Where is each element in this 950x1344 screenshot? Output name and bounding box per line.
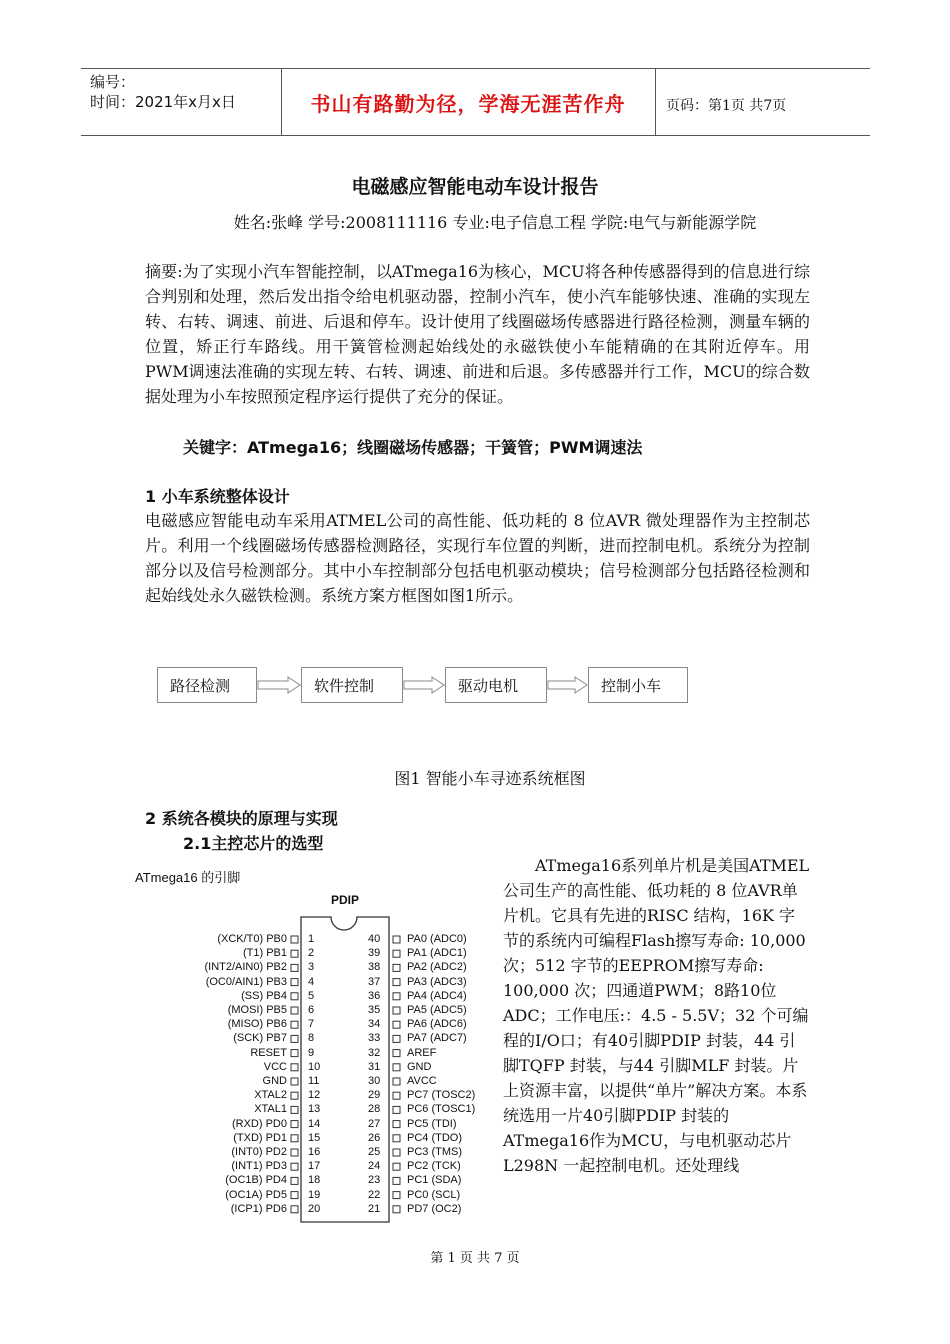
chip-right-pin-pad (393, 964, 400, 971)
chip-right-pin-label: PA0 (ADC0) (407, 933, 467, 945)
chip-right-pin-label: PA3 (ADC3) (407, 975, 467, 988)
chip-left-pin-pad (291, 1106, 298, 1113)
chip-left-pin-number: 6 (308, 1004, 315, 1016)
chip-left-pin-pad (291, 1092, 298, 1099)
chip-left-pin-label: (INT1) PD3 (231, 1160, 287, 1173)
chip-right-pin-pad (393, 993, 400, 1000)
chip-right-pin-label: PD7 (OC2) (407, 1202, 462, 1215)
chip-right-pin-number: 30 (368, 1075, 381, 1087)
chip-right-pin-pad (393, 1206, 400, 1213)
chip-right-pin-pad (393, 1106, 400, 1113)
chip-left-pin-pad (291, 1177, 298, 1184)
chip-right-pin-label: PC1 (SDA) (407, 1174, 462, 1187)
chip-right-pin-pad (393, 1021, 400, 1028)
chip-left-pin-number: 10 (308, 1060, 321, 1073)
chip-right-pin-number: 37 (368, 975, 381, 988)
chip-right-pin-pad (393, 1092, 400, 1099)
chip-left-pin-number: 8 (308, 1032, 315, 1045)
chip-left-pin-number: 15 (308, 1131, 321, 1144)
chip-right-pin-number: 33 (368, 1032, 381, 1045)
diagram-box-drive-motor: 驱动电机 (445, 667, 547, 703)
chip-left-pin-pad (291, 1050, 298, 1057)
chip-left-pin-number: 2 (308, 947, 315, 960)
chip-left-pin-label: (RXD) PD0 (231, 1117, 287, 1130)
chip-right-pin-pad (393, 1078, 400, 1085)
chip-right-pin-number: 21 (368, 1202, 381, 1215)
chip-left-pin-pad (291, 1163, 298, 1170)
chip-left-pin-label: (TXD) PD1 (233, 1131, 287, 1144)
chip-right-pin-pad (393, 1177, 400, 1184)
chip-left-pin-number: 4 (308, 975, 315, 988)
chip-right-pin-pad (393, 1149, 400, 1156)
author-line: 姓名:张峰 学号:2008111116 专业:电子信息工程 学院:电气与新能源学院 (233, 213, 757, 232)
chip-right-pin-number: 26 (368, 1131, 381, 1144)
chip-left-pin-pad (291, 1064, 298, 1071)
chip-right-pin-pad (393, 1135, 400, 1142)
chip-right-pin-label: PC2 (TCK) (407, 1160, 461, 1173)
chip-right-pin-number: 24 (368, 1160, 381, 1173)
chip-left-pin-pad (291, 979, 298, 986)
chip-left-pin-number: 7 (308, 1018, 315, 1031)
chip-left-pin-label: (INT2/AIN0) PB2 (204, 961, 287, 974)
diagram-box-software-control: 软件控制 (301, 667, 403, 703)
header-page-info: 页码：第1页 共7页 (666, 98, 787, 114)
chip-right-pin-number: 35 (368, 1004, 381, 1016)
chip-left-pin-number: 20 (308, 1202, 321, 1215)
chip-left-pin-pad (291, 1135, 298, 1142)
chip-left-pin-pad (291, 1078, 298, 1085)
chip-right-pin-label: PA4 (ADC4) (407, 989, 467, 1002)
chip-left-pin-label: (SCK) PB7 (233, 1032, 287, 1045)
chip-left-pin-number: 12 (308, 1089, 321, 1102)
chip-right-pin-number: 23 (368, 1174, 381, 1187)
chip-right-pin-number: 29 (368, 1089, 381, 1102)
chip-description: ATmega16系列单片机是美国ATMEL公司生产的高性能、低功耗的 8 位AVR单片机。它具有先进的RISC 结构，16K 字节的系统内可编程Flash擦写寿命: 10,000 次；512 字节的EEPROM擦写寿命: 100,000 次；四通道PWM；8路10位ADC；工作电压:：4.5 - 5.5V；32 个可编程的I/O口；有40引脚PDIP 封装，44 引脚TQFP 封装，与44 引脚MLF 封装。片上资源丰富，以提供“单片”解决方案。本系统选用一片40引脚PDIP 封装的ATmega16作为MCU，与电机驱动芯片L298N 一起控制电机。还处理线 (503, 856, 810, 1175)
chip-right-pin-number: 31 (368, 1060, 381, 1073)
chip-left-pin-number: 14 (308, 1117, 321, 1130)
chip-right-pin-label: PC0 (SCL) (407, 1188, 461, 1201)
chip-left-pin-pad (291, 1121, 298, 1128)
document-title: 电磁感应智能电动车设计报告 (351, 176, 599, 198)
header-number: 编号： (90, 73, 136, 91)
chip-left-pin-pad (291, 1192, 298, 1199)
chip-right-pin-label: AVCC (407, 1075, 437, 1087)
chip-left-pin-label: (ICP1) PD6 (230, 1202, 287, 1215)
chip-right-pin-label: GND (407, 1060, 432, 1073)
chip-right-pin-number: 27 (368, 1117, 381, 1130)
chip-left-pin-label: (OC1B) PD4 (225, 1174, 287, 1187)
chip-right-pin-pad (393, 1121, 400, 1128)
diagram-box-path-detect: 路径检测 (157, 667, 257, 703)
chip-right-pin-number: 22 (368, 1188, 381, 1201)
chip-left-pin-pad (291, 1007, 298, 1014)
chip-left-pin-label: (MISO) PB6 (227, 1018, 287, 1031)
chip-right-pin-number: 28 (368, 1103, 381, 1116)
keywords-line: 关键字：ATmega16；线圈磁场传感器；干簧管；PWM调速法 (183, 438, 643, 457)
chip-right-pin-label: PC3 (TMS) (407, 1146, 462, 1158)
chip-right-pin-label: PC4 (TDO) (407, 1131, 462, 1144)
chip-left-pin-pad (291, 1206, 298, 1213)
chip-left-pin-pad (291, 964, 298, 971)
chip-left-pin-label: (T1) PB1 (242, 947, 287, 960)
section-2-1-heading: 2.1主控芯片的选型 (183, 834, 324, 853)
section-1-heading: 1 小车系统整体设计 (145, 487, 290, 506)
chip-right-pin-pad (393, 979, 400, 986)
diagram-box-control-car: 控制小车 (588, 667, 688, 703)
figure-1-caption: 图1 智能小车寻迹系统框图 (394, 769, 586, 788)
header-time: 时间：2021年x月x日 (90, 93, 236, 111)
chip-left-pin-number: 17 (308, 1160, 321, 1173)
chip-left-pin-pad (291, 936, 298, 943)
chip-left-pin-label: XTAL2 (254, 1089, 287, 1102)
chip-left-pin-number: 13 (308, 1103, 321, 1116)
chip-right-pin-pad (393, 1035, 400, 1042)
chip-right-pin-label: PA1 (ADC1) (407, 947, 467, 960)
section-1-body: 电磁感应智能电动车采用ATMEL公司的高性能、低功耗的 8 位AVR 微处理器作为主控制芯片。利用一个线圈磁场传感器检测路径，实现行车位置的判断，进而控制电机。系统分为控制部分以及信号检测部分。其中小车控制部分包括电机驱动模块；信号检测部分包括路径检测和起始线处永久磁铁检测。系统方案方框图如图1所示。 (145, 511, 810, 605)
chip-right-pin-pad (393, 1192, 400, 1199)
chip-left-pin-number: 19 (308, 1188, 321, 1201)
chip-left-pin-number: 9 (308, 1046, 315, 1059)
chip-left-pin-label: XTAL1 (254, 1103, 287, 1116)
chip-left-pin-pad (291, 950, 298, 957)
chip-package-label: PDIP (331, 893, 360, 907)
chip-right-pin-number: 25 (368, 1146, 381, 1158)
chip-left-pin-pad (291, 1035, 298, 1042)
chip-right-pin-pad (393, 936, 400, 943)
chip-right-pin-pad (393, 950, 400, 957)
chip-figure-title: ATmega16 的引脚 (135, 870, 241, 885)
header-motto: 书山有路勤为径，学海无涯苦作舟 (310, 92, 626, 116)
chip-right-pin-number: 39 (368, 947, 381, 960)
page-footer: 第 1 页 共 7 页 (430, 1251, 520, 1266)
chip-left-pin-pad (291, 1149, 298, 1156)
chip-right-pin-number: 36 (368, 989, 381, 1002)
chip-left-pin-number: 18 (308, 1174, 321, 1187)
chip-left-pin-label: (OC0/AIN1) PB3 (205, 975, 287, 988)
chip-right-pin-label: AREF (407, 1046, 437, 1059)
chip-right-pin-pad (393, 1064, 400, 1071)
chip-left-pin-label: GND (262, 1075, 287, 1087)
chip-left-pin-label: (MOSI) PB5 (227, 1004, 287, 1016)
chip-right-pin-label: PC5 (TDI) (407, 1117, 457, 1130)
chip-right-pin-pad (393, 1050, 400, 1057)
chip-left-pin-label: (SS) PB4 (241, 989, 287, 1002)
chip-left-pin-label: (OC1A) PD5 (225, 1188, 287, 1201)
chip-right-pin-label: PC7 (TOSC2) (407, 1089, 476, 1102)
chip-right-pin-number: 38 (368, 961, 381, 974)
chip-right-pin-label: PA6 (ADC6) (407, 1018, 467, 1031)
chip-left-pin-label: VCC (263, 1060, 287, 1073)
chip-right-pin-pad (393, 1007, 400, 1014)
chip-right-pin-pad (393, 1163, 400, 1170)
section-2-heading: 2 系统各模块的原理与实现 (145, 809, 338, 828)
chip-right-pin-label: PA7 (ADC7) (407, 1032, 467, 1045)
chip-right-pin-number: 34 (368, 1018, 381, 1031)
chip-left-pin-number: 16 (308, 1146, 321, 1158)
chip-left-pin-label: (INT0) PD2 (231, 1146, 287, 1158)
chip-left-pin-number: 11 (308, 1075, 320, 1087)
chip-right-pin-label: PC6 (TOSC1) (407, 1103, 476, 1116)
chip-left-pin-pad (291, 1021, 298, 1028)
chip-right-pin-label: PA5 (ADC5) (407, 1004, 467, 1016)
chip-left-pin-number: 3 (308, 961, 315, 974)
abstract-paragraph: 摘要:为了实现小汽车智能控制，以ATmega16为核心，MCU将各种传感器得到的信息进行综合判别和处理，然后发出指令给电机驱动器，控制小汽车，使小汽车能够快速、准确的实现左转、右转、调速、前进、后退和停车。设计使用了线圈磁场传感器进行路径检测，测量车辆的位置，矫正行车路线。用干簧管检测起始线处的永磁铁使小车能精确的在其附近停车。用PWM调速法准确的实现左转、右转、调速、前进和后退。多传感器并行工作，MCU的综合数据处理为小车按照预定程序运行提供了充分的保证。 (145, 262, 810, 406)
chip-left-pin-number: 5 (308, 989, 315, 1002)
chip-right-pin-label: PA2 (ADC2) (407, 961, 467, 974)
chip-left-pin-label: RESET (250, 1046, 287, 1059)
chip-right-pin-number: 40 (368, 933, 381, 945)
chip-left-pin-number: 1 (308, 933, 315, 945)
chip-left-pin-pad (291, 993, 298, 1000)
chip-left-pin-label: (XCK/T0) PB0 (217, 933, 287, 945)
chip-right-pin-number: 32 (368, 1046, 381, 1059)
